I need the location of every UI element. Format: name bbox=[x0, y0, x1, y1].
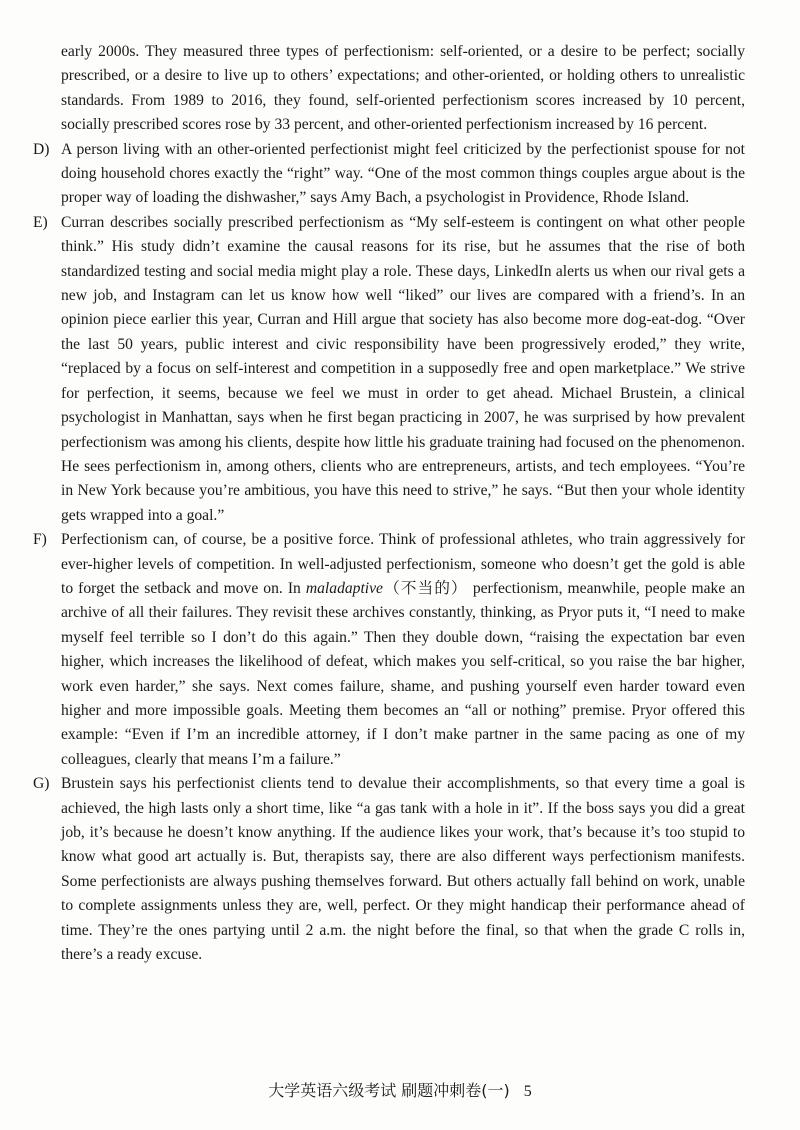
paragraph-d bbox=[33, 138, 745, 211]
paragraph-continuation bbox=[33, 40, 745, 138]
paragraph-text bbox=[61, 528, 745, 772]
passage-body bbox=[33, 40, 745, 967]
paragraph-letter: E) bbox=[33, 213, 48, 231]
paragraph-text-part: Perfectionism can, of course, be a positive force. Think of professional athletes, who train aggressively for ever-higher levels of competition. In well-adjusted perfectionism, someone who doesn’t get the gold is able to forget the setback and move on. In bbox=[61, 531, 745, 597]
paragraph-text: Brustein says his perfectionist clients tend to devalue their accomplishments, so that every time a goal is achieved, the high lasts only a short time, like “a gas tank with a hole in it”. If the boss says you did a great job, it’s because he doesn’t know anything. If the audience likes your work, that’s because it’s too stupid to know what good art actually is. But, therapists say, there are also different ways perfectionism manifests. Some perfectionists are always pushing themselves forward. But others actually fall behind on work, unable to complete assignments unless they are, well, perfect. Or they might handicap their performance ahead of time. They’re the ones partying until 2 a.m. the night before the final, so that when the grade C rolls in, there’s a ready excuse. bbox=[61, 775, 745, 964]
paragraph-text-part: （不当的） perfectionism, meanwhile, people make an archive of all their failures. They revisit these archives constantly, thinking, as Pryor puts it, “I need to make myself feel terrible so I don’t do this again.” Then they double down, “raising the expectation bar even higher, which increases the likelihood of defeat, which makes you self-critical, so you raise the bar higher, work even harder,” she says. Next comes failure, shame, and pushing yourself even harder toward even higher and more impossible goals. Meeting them becomes an “all or nothing” premise. Pryor offered this example: “Even if I’m an incredible attorney, if I don’t make partner in the same pacing as one of my colleagues, clearly that means I’m a failure.” bbox=[61, 579, 746, 768]
page-number: 5 bbox=[523, 1083, 532, 1100]
page-footer bbox=[0, 1078, 800, 1101]
footer-title: 大学英语六级考试 刷题冲刺卷(一) bbox=[268, 1081, 510, 1100]
paragraph-text: A person living with an other-oriented perfectionist might feel criticized by the perfectionist spouse for not doing household chores exactly the “right” way. “One of the most common things couples argue about is the proper way of loading the dishwasher,” says Amy Bach, a psychologist in Providence, Rhode Island. bbox=[61, 140, 745, 207]
paragraph-e bbox=[33, 211, 745, 528]
paragraph-text: early 2000s. They measured three types of perfectionism: self-oriented, or a desire to be perfect; socially prescribed, or a desire to live up to others’ expectations; and other-oriented, or holding others to unrealistic standards. From 1989 to 2016, they found, self-oriented perfectionism scores increased by 10 percent, socially prescribed scores rose by 33 percent, and other-oriented perfectionism increased by 16 percent. bbox=[61, 43, 745, 134]
italic-term: maladaptive bbox=[305, 579, 383, 597]
paragraph-letter: F) bbox=[33, 531, 47, 549]
paragraph-f bbox=[33, 528, 745, 772]
paragraph-g bbox=[33, 772, 745, 967]
paragraph-text: Curran describes socially prescribed perfectionism as “My self-esteem is contingent on what other people think.” His study didn’t examine the causal reasons for its rise, but he assumes that the rise of both standardized testing and social media might play a role. These days, LinkedIn alerts us when our rival gets a new job, and Instagram can let us know how well “liked” our lives are compared with a friend’s. In an opinion piece earlier this year, Curran and Hill argue that society has also become more dog-eat-dog. “Over the last 50 years, public interest and civic responsibility have been progressively eroded,” they write, “replaced by a focus on self-interest and competition in a supposedly free and open marketplace.” We strive for perfection, it seems, because we feel we must in order to get ahead. Michael Brustein, a clinical psychologist in Manhattan, says when he first began practicing in 2007, he was surprised by how prevalent perfectionism was among his clients, despite how little his graduate training had focused on the phenomenon. He sees perfectionism in, among others, clients who are entrepreneurs, artists, and tech employees. “You’re in New York because you’re ambitious, you have this need to strive,” he says. “But then your whole identity gets wrapped into a goal.” bbox=[61, 213, 745, 524]
paragraph-letter: D) bbox=[33, 140, 50, 158]
paragraph-letter: G) bbox=[33, 775, 50, 793]
